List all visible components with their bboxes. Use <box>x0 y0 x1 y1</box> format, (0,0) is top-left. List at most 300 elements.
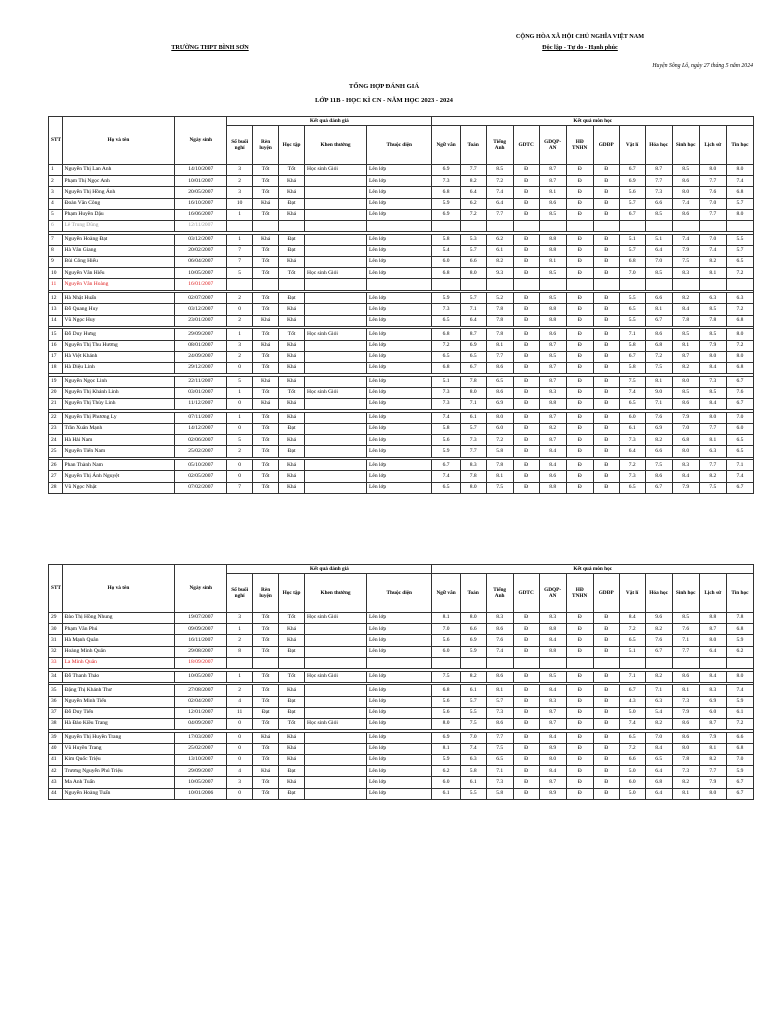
sinh-cell: 8.4 <box>672 471 699 482</box>
name-cell: Phạm Thị Ngọc Anh <box>62 176 175 187</box>
stt-cell: 9 <box>49 257 63 268</box>
su-cell: 6.4 <box>699 646 726 657</box>
award-cell <box>305 198 367 209</box>
tin-cell: 8.0 <box>726 329 753 340</box>
sinh-cell: 8.5 <box>672 165 699 176</box>
hdtn-cell: Đ <box>566 446 593 457</box>
hoa-cell: 6.9 <box>645 424 672 435</box>
tin-cell: 7.2 <box>726 268 753 279</box>
gddp-cell: Đ <box>593 376 619 387</box>
name-cell: Hoàng Minh Quân <box>62 646 175 657</box>
hdtn-cell: Đ <box>566 399 593 410</box>
conduct-cell: Tốt <box>253 624 279 635</box>
toan-cell: 6.3 <box>460 755 486 766</box>
student-row <box>49 165 754 176</box>
gddp-cell: Đ <box>593 446 619 457</box>
study-cell: Khá <box>279 624 305 635</box>
sinh-cell: 8.0 <box>672 743 699 754</box>
gdtc-cell: Đ <box>513 245 539 256</box>
award-cell: Học sinh Giỏi <box>305 387 367 398</box>
award-cell: Học sinh Giỏi <box>305 718 367 729</box>
gdqp-cell: 8.8 <box>539 399 566 410</box>
su-cell: 7.7 <box>699 766 726 777</box>
toan-cell <box>460 220 486 231</box>
gddp-cell: Đ <box>593 315 619 326</box>
award-cell <box>305 376 367 387</box>
anh-cell: 5.2 <box>486 293 513 304</box>
col-subject: Sinh học <box>672 126 699 165</box>
dob-cell: 16/11/2007 <box>175 635 227 646</box>
conduct-cell: Tốt <box>253 696 279 707</box>
award-cell <box>305 304 367 315</box>
van-cell: 5.1 <box>432 376 460 387</box>
absent-cell: 0 <box>227 304 253 315</box>
col-award: Khen thưởng <box>305 126 367 165</box>
absent-cell: 7 <box>227 257 253 268</box>
status-cell: Lên lớp <box>367 460 432 471</box>
sinh-cell: 7.8 <box>672 315 699 326</box>
hdtn-cell: Đ <box>566 340 593 351</box>
award-cell <box>305 293 367 304</box>
hdtn-cell: Đ <box>566 234 593 245</box>
dob-cell: 23/01/2007 <box>175 315 227 326</box>
hdtn-cell: Đ <box>566 460 593 471</box>
col-subject: GDQP-AN <box>539 574 566 613</box>
gddp-cell: Đ <box>593 187 619 198</box>
hoa-cell: 6.7 <box>645 482 672 493</box>
van-cell: 5.9 <box>432 293 460 304</box>
tin-cell: 6.8 <box>726 743 753 754</box>
su-cell: 8.1 <box>699 435 726 446</box>
anh-cell: 5.7 <box>486 696 513 707</box>
su-cell: 8.7 <box>699 718 726 729</box>
col-subject: Ngữ văn <box>432 574 460 613</box>
status-cell: Lên lớp <box>367 268 432 279</box>
absent-cell: 0 <box>227 362 253 373</box>
award-cell <box>305 743 367 754</box>
name-cell: Đỗ Quang Huy <box>62 304 175 315</box>
hoa-cell <box>645 220 672 231</box>
sinh-cell: 7.0 <box>672 424 699 435</box>
status-cell: Lên lớp <box>367 340 432 351</box>
student-row <box>49 755 754 766</box>
sinh-cell: 8.2 <box>672 777 699 788</box>
hdtn-cell: Đ <box>566 351 593 362</box>
gdtc-cell: Đ <box>513 209 539 220</box>
toan-cell: 6.2 <box>460 198 486 209</box>
gdqp-cell: 8.6 <box>539 329 566 340</box>
absent-cell <box>227 279 253 290</box>
toan-cell: 5.5 <box>460 707 486 718</box>
hdtn-cell: Đ <box>566 777 593 788</box>
col-subject: Toán <box>460 574 486 613</box>
van-cell: 5.6 <box>432 435 460 446</box>
ly-cell: 6.5 <box>619 635 645 646</box>
su-cell: 7.9 <box>699 777 726 788</box>
conduct-cell: Tốt <box>253 257 279 268</box>
col-stt: STT <box>49 565 63 613</box>
name-cell: Hà Hải Nam <box>62 435 175 446</box>
gdtc-cell: Đ <box>513 718 539 729</box>
hoa-cell: 8.2 <box>645 435 672 446</box>
status-cell: Lên lớp <box>367 165 432 176</box>
hdtn-cell: Đ <box>566 424 593 435</box>
gdqp-cell: 8.3 <box>539 387 566 398</box>
status-cell: Lên lớp <box>367 777 432 788</box>
gdqp-cell: 8.7 <box>539 362 566 373</box>
su-cell: 7.6 <box>699 187 726 198</box>
student-row <box>49 777 754 788</box>
study-cell: Khá <box>279 755 305 766</box>
study-cell: Khá <box>279 685 305 696</box>
anh-cell: 8.5 <box>486 165 513 176</box>
hoa-cell: 7.0 <box>645 257 672 268</box>
anh-cell: 5.8 <box>486 788 513 799</box>
stt-cell: 25 <box>49 446 63 457</box>
toan-cell: 5.8 <box>460 766 486 777</box>
su-cell: 8.4 <box>699 399 726 410</box>
gdqp-cell: 8.9 <box>539 788 566 799</box>
study-cell: Đạt <box>279 245 305 256</box>
gdqp-cell: 8.8 <box>539 245 566 256</box>
award-cell <box>305 732 367 743</box>
hdtn-cell: Đ <box>566 685 593 696</box>
gdtc-cell: Đ <box>513 412 539 423</box>
award-cell <box>305 187 367 198</box>
anh-cell: 6.9 <box>486 399 513 410</box>
hdtn-cell: Đ <box>566 315 593 326</box>
name-cell: Nguyễn Thị Huyền Trang <box>62 732 175 743</box>
anh-cell: 8.1 <box>486 685 513 696</box>
gdqp-cell: 8.7 <box>539 777 566 788</box>
sinh-cell: 7.6 <box>672 624 699 635</box>
anh-cell: 7.5 <box>486 743 513 754</box>
col-absent: Số buổi nghỉ <box>227 574 253 613</box>
anh-cell: 6.2 <box>486 234 513 245</box>
van-cell: 5.9 <box>432 446 460 457</box>
conduct-cell: Khá <box>253 399 279 410</box>
conduct-cell: Đạt <box>253 707 279 718</box>
student-row <box>49 685 754 696</box>
student-row <box>49 220 754 231</box>
sinh-cell: 7.3 <box>672 696 699 707</box>
name-cell: Đặng Thị Khánh Thư <box>62 685 175 696</box>
col-name: Họ và tên <box>62 117 175 165</box>
name-cell: Nguyễn Thị Phương Ly <box>62 412 175 423</box>
study-cell: Khá <box>279 635 305 646</box>
absent-cell: 2 <box>227 351 253 362</box>
student-row <box>49 293 754 304</box>
sinh-cell: 7.9 <box>672 707 699 718</box>
ly-cell <box>619 657 645 668</box>
tin-cell: 6.5 <box>726 435 753 446</box>
toan-cell: 5.7 <box>460 424 486 435</box>
conduct-cell: Tốt <box>253 743 279 754</box>
gdqp-cell: 8.4 <box>539 685 566 696</box>
stt-cell: 13 <box>49 304 63 315</box>
hdtn-cell <box>566 220 593 231</box>
col-subject: Hóa học <box>645 574 672 613</box>
gddp-cell: Đ <box>593 755 619 766</box>
gdtc-cell: Đ <box>513 646 539 657</box>
student-row <box>49 424 754 435</box>
study-cell: Tốt <box>279 329 305 340</box>
study-cell: Khá <box>279 460 305 471</box>
col-subject: GDĐP <box>593 126 619 165</box>
name-cell: Nguyễn Văn Hoàng <box>62 279 175 290</box>
gdqp-cell: 8.7 <box>539 176 566 187</box>
van-cell: 7.5 <box>432 671 460 682</box>
tin-cell: 6.6 <box>726 732 753 743</box>
conduct-cell: Khá <box>253 198 279 209</box>
ly-cell: 5.5 <box>619 315 645 326</box>
study-cell: Đạt <box>279 696 305 707</box>
tin-cell: 8.0 <box>726 209 753 220</box>
hdtn-cell: Đ <box>566 732 593 743</box>
anh-cell: 8.6 <box>486 362 513 373</box>
status-cell: Lên lớp <box>367 387 432 398</box>
ly-cell: 7.2 <box>619 743 645 754</box>
award-cell <box>305 412 367 423</box>
study-cell: Khá <box>279 743 305 754</box>
toan-cell: 5.7 <box>460 293 486 304</box>
su-cell: 7.5 <box>699 482 726 493</box>
sinh-cell: 7.5 <box>672 257 699 268</box>
gddp-cell <box>593 279 619 290</box>
award-cell <box>305 245 367 256</box>
van-cell: 6.8 <box>432 187 460 198</box>
dob-cell: 20/02/2007 <box>175 245 227 256</box>
van-cell: 5.8 <box>432 424 460 435</box>
award-cell <box>305 460 367 471</box>
group-eval: Kết quả đánh giá <box>227 117 432 126</box>
van-cell: 6.8 <box>432 268 460 279</box>
absent-cell: 0 <box>227 399 253 410</box>
hoa-cell: 6.4 <box>645 766 672 777</box>
ly-cell: 5.0 <box>619 707 645 718</box>
conduct-cell <box>253 220 279 231</box>
van-cell: 7.2 <box>432 340 460 351</box>
stt-cell: 14 <box>49 315 63 326</box>
student-row <box>49 399 754 410</box>
hoa-cell: 8.6 <box>645 329 672 340</box>
dob-cell: 27/08/2007 <box>175 685 227 696</box>
hdtn-cell: Đ <box>566 412 593 423</box>
status-cell: Lên lớp <box>367 209 432 220</box>
hoa-cell: 6.3 <box>645 696 672 707</box>
sinh-cell <box>672 220 699 231</box>
absent-cell: 1 <box>227 624 253 635</box>
stt-cell: 8 <box>49 245 63 256</box>
col-subject: Tin học <box>726 574 753 613</box>
award-cell: Học sinh Giỏi <box>305 165 367 176</box>
stt-cell: 28 <box>49 482 63 493</box>
hdtn-cell: Đ <box>566 435 593 446</box>
dob-cell: 02/06/2007 <box>175 435 227 446</box>
anh-cell: 6.1 <box>486 245 513 256</box>
absent-cell: 4 <box>227 696 253 707</box>
van-cell: 6.7 <box>432 460 460 471</box>
tin-cell: 7.8 <box>726 613 753 624</box>
student-row <box>49 412 754 423</box>
hoa-cell: 8.5 <box>645 268 672 279</box>
hoa-cell: 6.8 <box>645 340 672 351</box>
col-subject: Sinh học <box>672 574 699 613</box>
name-cell: Đỗ Thanh Thảo <box>62 671 175 682</box>
tin-cell: 7.0 <box>726 412 753 423</box>
conduct-cell: Khá <box>253 315 279 326</box>
anh-cell: 8.6 <box>486 718 513 729</box>
stt-cell: 36 <box>49 696 63 707</box>
su-cell: 7.3 <box>699 376 726 387</box>
gddp-cell: Đ <box>593 245 619 256</box>
status-cell: Lên lớp <box>367 198 432 209</box>
van-cell: 7.4 <box>432 471 460 482</box>
van-cell: 5.6 <box>432 635 460 646</box>
absent-cell: 1 <box>227 671 253 682</box>
dob-cell: 10/05/2007 <box>175 671 227 682</box>
anh-cell: 8.6 <box>486 387 513 398</box>
stt-cell: 40 <box>49 743 63 754</box>
tin-cell: 6.7 <box>726 788 753 799</box>
stt-cell: 6 <box>49 220 63 231</box>
status-cell: Lên lớp <box>367 613 432 624</box>
ly-cell: 5.6 <box>619 187 645 198</box>
gdqp-cell: 8.2 <box>539 424 566 435</box>
toan-cell: 5.9 <box>460 646 486 657</box>
gdtc-cell: Đ <box>513 624 539 635</box>
gdqp-cell: 8.5 <box>539 671 566 682</box>
sinh-cell: 8.6 <box>672 732 699 743</box>
student-row <box>49 718 754 729</box>
student-row <box>49 732 754 743</box>
tin-cell: 7.4 <box>726 685 753 696</box>
van-cell: 5.6 <box>432 707 460 718</box>
toan-cell <box>460 279 486 290</box>
stt-cell: 29 <box>49 613 63 624</box>
gdtc-cell: Đ <box>513 293 539 304</box>
su-cell: 8.1 <box>699 268 726 279</box>
conduct-cell: Tốt <box>253 671 279 682</box>
tin-cell: 5.5 <box>726 234 753 245</box>
school-name: TRƯỜNG THPT BÌNH SƠN <box>171 44 249 51</box>
hoa-cell: 7.5 <box>645 362 672 373</box>
status-cell: Lên lớp <box>367 446 432 457</box>
col-stt: STT <box>49 117 63 165</box>
ly-cell: 6.6 <box>619 755 645 766</box>
status-cell: Lên lớp <box>367 788 432 799</box>
gdtc-cell: Đ <box>513 424 539 435</box>
hdtn-cell: Đ <box>566 329 593 340</box>
conduct-cell: Tốt <box>253 482 279 493</box>
gdqp-cell: 8.7 <box>539 435 566 446</box>
hdtn-cell: Đ <box>566 362 593 373</box>
gdtc-cell <box>513 279 539 290</box>
study-cell: Tốt <box>279 268 305 279</box>
gddp-cell: Đ <box>593 435 619 446</box>
hdtn-cell: Đ <box>566 376 593 387</box>
dob-cell: 09/09/2007 <box>175 624 227 635</box>
absent-cell: 2 <box>227 446 253 457</box>
toan-cell: 7.8 <box>460 376 486 387</box>
stt-cell: 15 <box>49 329 63 340</box>
van-cell: 6.9 <box>432 732 460 743</box>
van-cell: 5.6 <box>432 696 460 707</box>
hdtn-cell: Đ <box>566 187 593 198</box>
toan-cell: 6.6 <box>460 257 486 268</box>
hoa-cell: 9.6 <box>645 613 672 624</box>
gddp-cell: Đ <box>593 362 619 373</box>
gdqp-cell <box>539 220 566 231</box>
absent-cell: 0 <box>227 718 253 729</box>
gddp-cell: Đ <box>593 635 619 646</box>
table-body <box>49 165 754 494</box>
absent-cell: 11 <box>227 707 253 718</box>
gddp-cell: Đ <box>593 685 619 696</box>
status-cell: Lên lớp <box>367 766 432 777</box>
gdtc-cell: Đ <box>513 743 539 754</box>
col-dob: Ngày sinh <box>175 117 227 165</box>
stt-cell: 21 <box>49 399 63 410</box>
student-row <box>49 635 754 646</box>
col-subject: Vật lí <box>619 574 645 613</box>
stt-cell: 27 <box>49 471 63 482</box>
hdtn-cell: Đ <box>566 707 593 718</box>
tin-cell: 6.7 <box>726 777 753 788</box>
gdtc-cell: Đ <box>513 755 539 766</box>
gddp-cell: Đ <box>593 351 619 362</box>
conduct-cell: Tốt <box>253 362 279 373</box>
gddp-cell: Đ <box>593 209 619 220</box>
gddp-cell: Đ <box>593 304 619 315</box>
gdqp-cell: 8.5 <box>539 209 566 220</box>
dob-cell: 16/01/2007 <box>175 279 227 290</box>
stt-cell: 19 <box>49 376 63 387</box>
conduct-cell: Tốt <box>253 471 279 482</box>
ly-cell: 6.7 <box>619 351 645 362</box>
tin-cell: 7.2 <box>726 340 753 351</box>
status-cell: Lên lớp <box>367 671 432 682</box>
gdtc-cell: Đ <box>513 671 539 682</box>
stt-cell: 41 <box>49 755 63 766</box>
hdtn-cell: Đ <box>566 624 593 635</box>
absent-cell: 0 <box>227 471 253 482</box>
gdtc-cell: Đ <box>513 268 539 279</box>
hdtn-cell: Đ <box>566 482 593 493</box>
student-row <box>49 624 754 635</box>
gdqp-cell: 8.8 <box>539 315 566 326</box>
col-subject: HĐ TNHN <box>566 574 593 613</box>
su-cell: 6.3 <box>699 446 726 457</box>
sinh-cell: 8.6 <box>672 209 699 220</box>
status-cell: Lên lớp <box>367 412 432 423</box>
study-cell: Tốt <box>279 613 305 624</box>
van-cell: 8.1 <box>432 743 460 754</box>
name-cell: Phạm Văn Phú <box>62 624 175 635</box>
gdqp-cell: 8.7 <box>539 165 566 176</box>
su-cell: 7.0 <box>699 234 726 245</box>
dob-cell: 02/04/2007 <box>175 696 227 707</box>
toan-cell: 6.4 <box>460 187 486 198</box>
hoa-cell: 9.0 <box>645 387 672 398</box>
su-cell: 7.9 <box>699 732 726 743</box>
conduct-cell: Tốt <box>253 329 279 340</box>
gdqp-cell: 8.7 <box>539 707 566 718</box>
absent-cell: 3 <box>227 340 253 351</box>
su-cell: 8.5 <box>699 387 726 398</box>
student-row <box>49 329 754 340</box>
hdtn-cell: Đ <box>566 646 593 657</box>
